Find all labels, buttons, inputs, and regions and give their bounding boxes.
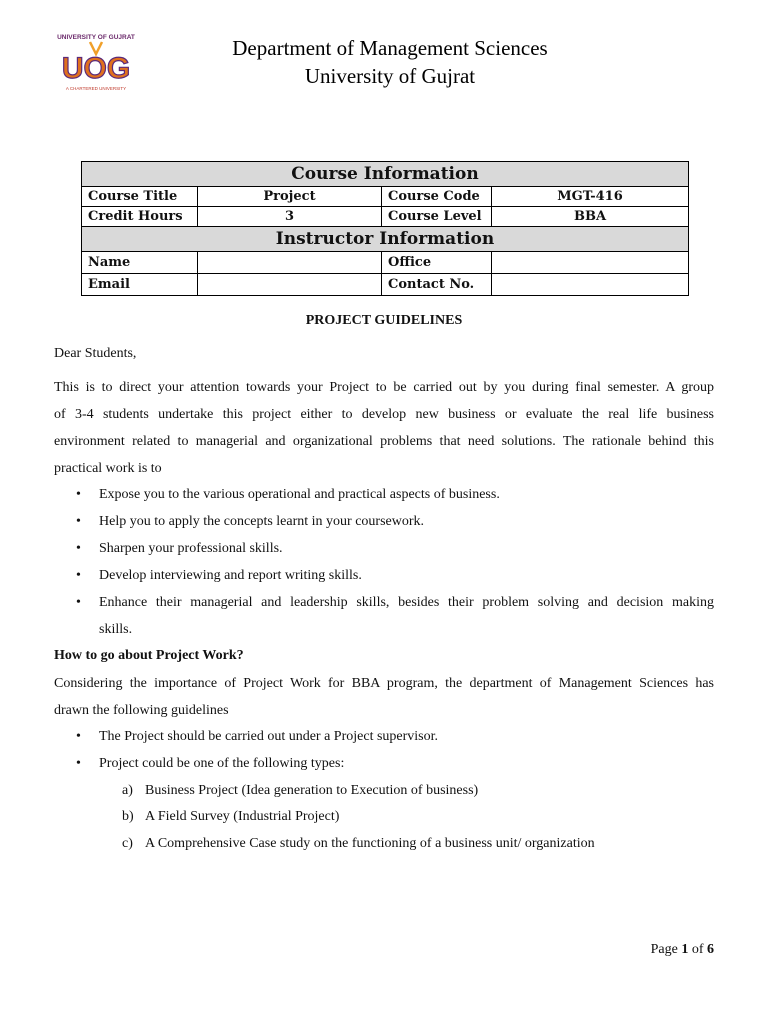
logo-top-text: UNIVERSITY OF GUJRAT (57, 34, 135, 41)
guidelines-title: PROJECT GUIDELINES (305, 313, 463, 328)
bullet-item: Sharpen your professional skills. (99, 541, 283, 556)
subheading: How to go about Project Work? (54, 648, 244, 663)
bullet-marker: • (76, 514, 81, 529)
bullet-marker: • (76, 729, 81, 744)
bullet-item-continued: skills. (99, 622, 133, 637)
bullet-marker: • (76, 487, 81, 502)
office-label: Office (382, 252, 492, 274)
bullet-item: Enhance their managerial and leadership skills, besides their problem solving and decision making (99, 595, 714, 610)
bullet-item: Develop interviewing and report writing skills. (99, 568, 362, 583)
bullet-marker: • (76, 541, 81, 556)
course-level-value: BBA (492, 207, 689, 227)
type-letter: a) (122, 783, 133, 798)
name-value (198, 252, 382, 274)
course-level-label: Course Level (382, 207, 492, 227)
course-info-table (81, 161, 689, 296)
salutation: Dear Students, (54, 346, 137, 361)
para2-line: Considering the importance of Project Work for BBA program, the department of Management Sciences has (54, 676, 714, 691)
page-number (651, 942, 714, 958)
course-title-value: Project (198, 187, 382, 207)
page-current: 1 (681, 942, 689, 957)
bullet-item: Expose you to the various operational and practical aspects of business. (99, 487, 500, 502)
page-of: of (691, 942, 704, 957)
course-title-label: Course Title (82, 187, 198, 207)
university-logo (50, 32, 142, 96)
intro-line: This is to direct your attention towards your Project to be carried out by you during final semester. A group (54, 380, 714, 395)
contact-value (492, 274, 689, 296)
course-code-label: Course Code (382, 187, 492, 207)
type-item: A Comprehensive Case study on the functioning of a business unit/ organization (145, 836, 595, 851)
bullet-marker: • (76, 568, 81, 583)
email-label: Email (82, 274, 198, 296)
university-title: University of Gujrat (304, 64, 476, 88)
bullet-marker: • (76, 756, 81, 771)
bullet-item: Project could be one of the following types: (99, 756, 345, 771)
instructor-info-heading: Instructor Information (82, 227, 689, 252)
page-word: Page (650, 942, 678, 957)
credit-hours-label: Credit Hours (82, 207, 198, 227)
bullet-item: The Project should be carried out under a Project supervisor. (99, 729, 439, 744)
department-title: Department of Management Sciences (232, 36, 548, 60)
logo-letters: UOG (61, 52, 131, 85)
intro-line: practical work is to (54, 461, 162, 476)
course-code-value: MGT-416 (492, 187, 689, 207)
bullet-item: Help you to apply the concepts learnt in your coursework. (99, 514, 425, 529)
intro-line: of 3-4 students undertake this project either to develop new business or evaluate the real life business (54, 407, 714, 422)
type-item: Business Project (Idea generation to Execution of business) (145, 783, 479, 798)
type-item: A Field Survey (Industrial Project) (145, 809, 340, 824)
course-info-heading: Course Information (82, 162, 689, 187)
email-value (198, 274, 382, 296)
logo-bottom-text: A CHARTERED UNIVERSITY (65, 86, 127, 91)
contact-label: Contact No. (382, 274, 492, 296)
type-letter: c) (122, 836, 133, 851)
office-value (492, 252, 689, 274)
page-total: 6 (707, 942, 714, 957)
name-label: Name (82, 252, 198, 274)
credit-hours-value: 3 (198, 207, 382, 227)
bullet-marker: • (76, 595, 81, 610)
intro-line: environment related to managerial and organizational problems that need solutions. The rationale behind this (54, 434, 714, 449)
type-letter: b) (122, 809, 134, 824)
para2-line: drawn the following guidelines (54, 703, 229, 718)
